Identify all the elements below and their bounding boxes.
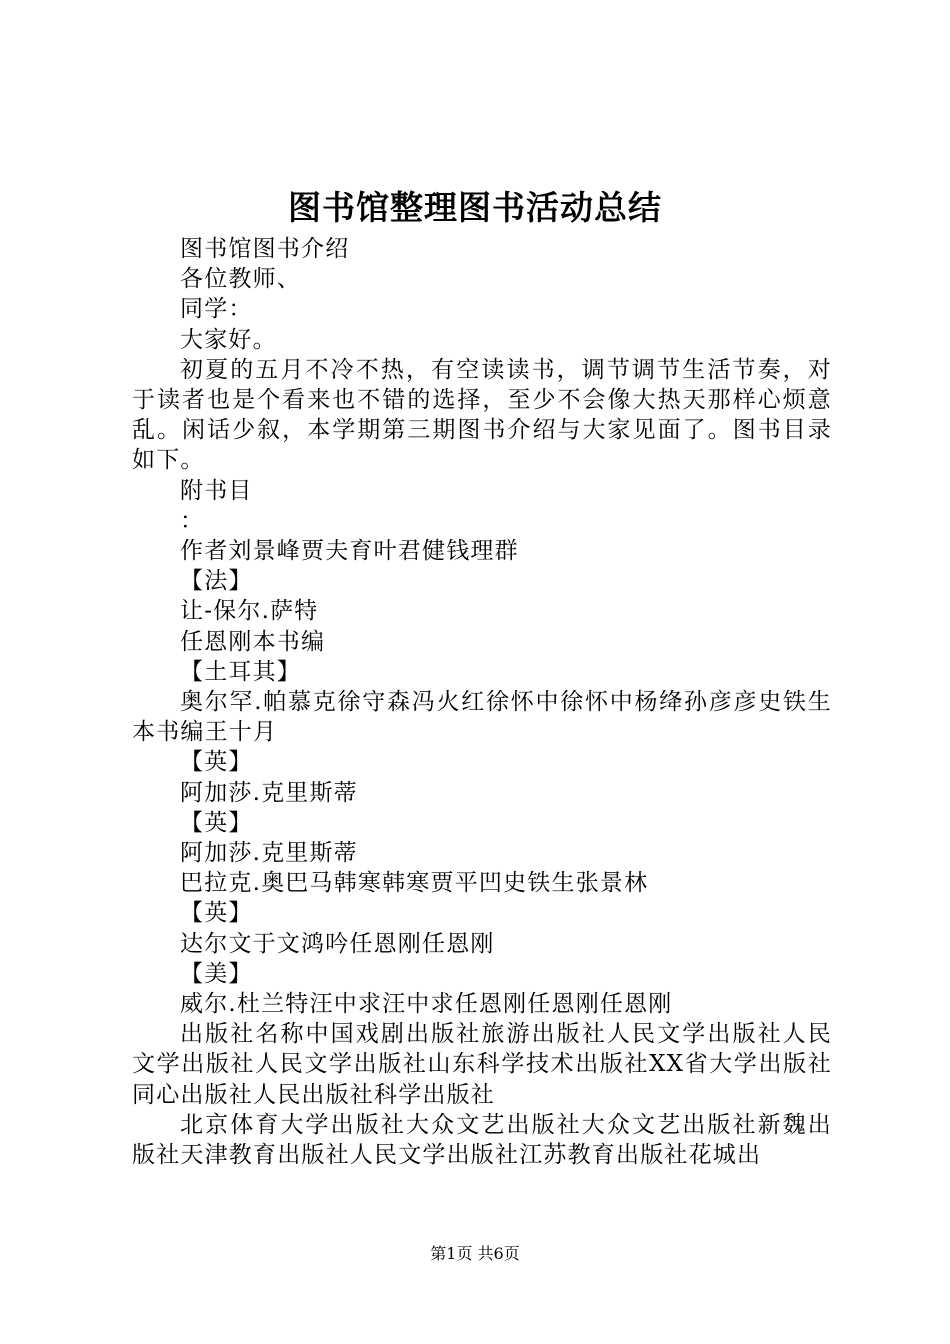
paragraph: 让-保尔.萨特 — [180, 598, 319, 625]
paragraph: 达尔文于文鸿吟任恩刚任恩刚 — [180, 930, 495, 957]
paragraph: 作者刘景峰贾夫育叶君健钱理群 — [180, 538, 519, 565]
paragraph: 同学： — [180, 296, 253, 323]
paragraph: 附书目 — [180, 477, 253, 504]
paragraph: 出版社名称中国戏剧出版社旅游出版社人民文学出版社人民文学出版社人民文学出版社山东科学技术出版社XX省大学出版社同心出版社人民出版社科学出版社 — [132, 1021, 832, 1108]
document-body — [132, 234, 832, 1170]
paragraph: 阿加莎.克里斯蒂 — [180, 779, 358, 806]
paragraph: 巴拉克.奥巴马韩寒韩寒贾平凹史铁生张景林 — [180, 870, 649, 897]
paragraph: ： — [180, 507, 205, 534]
paragraph: 初夏的五月不冷不热，有空读读书，调节调节生活节奏，对于读者也是个看来也不错的选择，至少不会像大热天那样心烦意乱。闲话少叙，本学期第三期图书介绍与大家见面了。图书目录如下。 — [132, 356, 832, 474]
paragraph: 阿加莎.克里斯蒂 — [180, 840, 358, 867]
paragraph: 【英】 — [180, 809, 253, 836]
paragraph: 图书馆图书介绍 — [180, 236, 350, 262]
paragraph: 各位教师、 — [180, 266, 301, 293]
paragraph: 任恩刚本书编 — [180, 628, 326, 655]
paragraph: 大家好。 — [180, 326, 277, 353]
paragraph: 北京体育大学出版社大众文艺出版社大众文艺出版社新魏出版社天津教育出版社人民文学出版社江苏教育出版社花城出 — [132, 1111, 832, 1169]
document-title: 图书馆整理图书活动总结 — [288, 188, 662, 227]
paragraph: 【美】 — [180, 960, 253, 987]
paragraph: 【法】 — [180, 568, 253, 595]
page-footer: 第1页 共6页 — [430, 1244, 520, 1263]
paragraph: 【英】 — [180, 749, 253, 776]
paragraph: 威尔.杜兰特汪中求汪中求任恩刚任恩刚任恩刚 — [180, 991, 673, 1018]
paragraph: 【土耳其】 — [180, 658, 301, 685]
paragraph: 奥尔罕.帕慕克徐守森冯火红徐怀中徐怀中杨绛孙彦彦史铁生本书编王十月 — [132, 689, 832, 746]
paragraph: 【英】 — [180, 900, 253, 927]
